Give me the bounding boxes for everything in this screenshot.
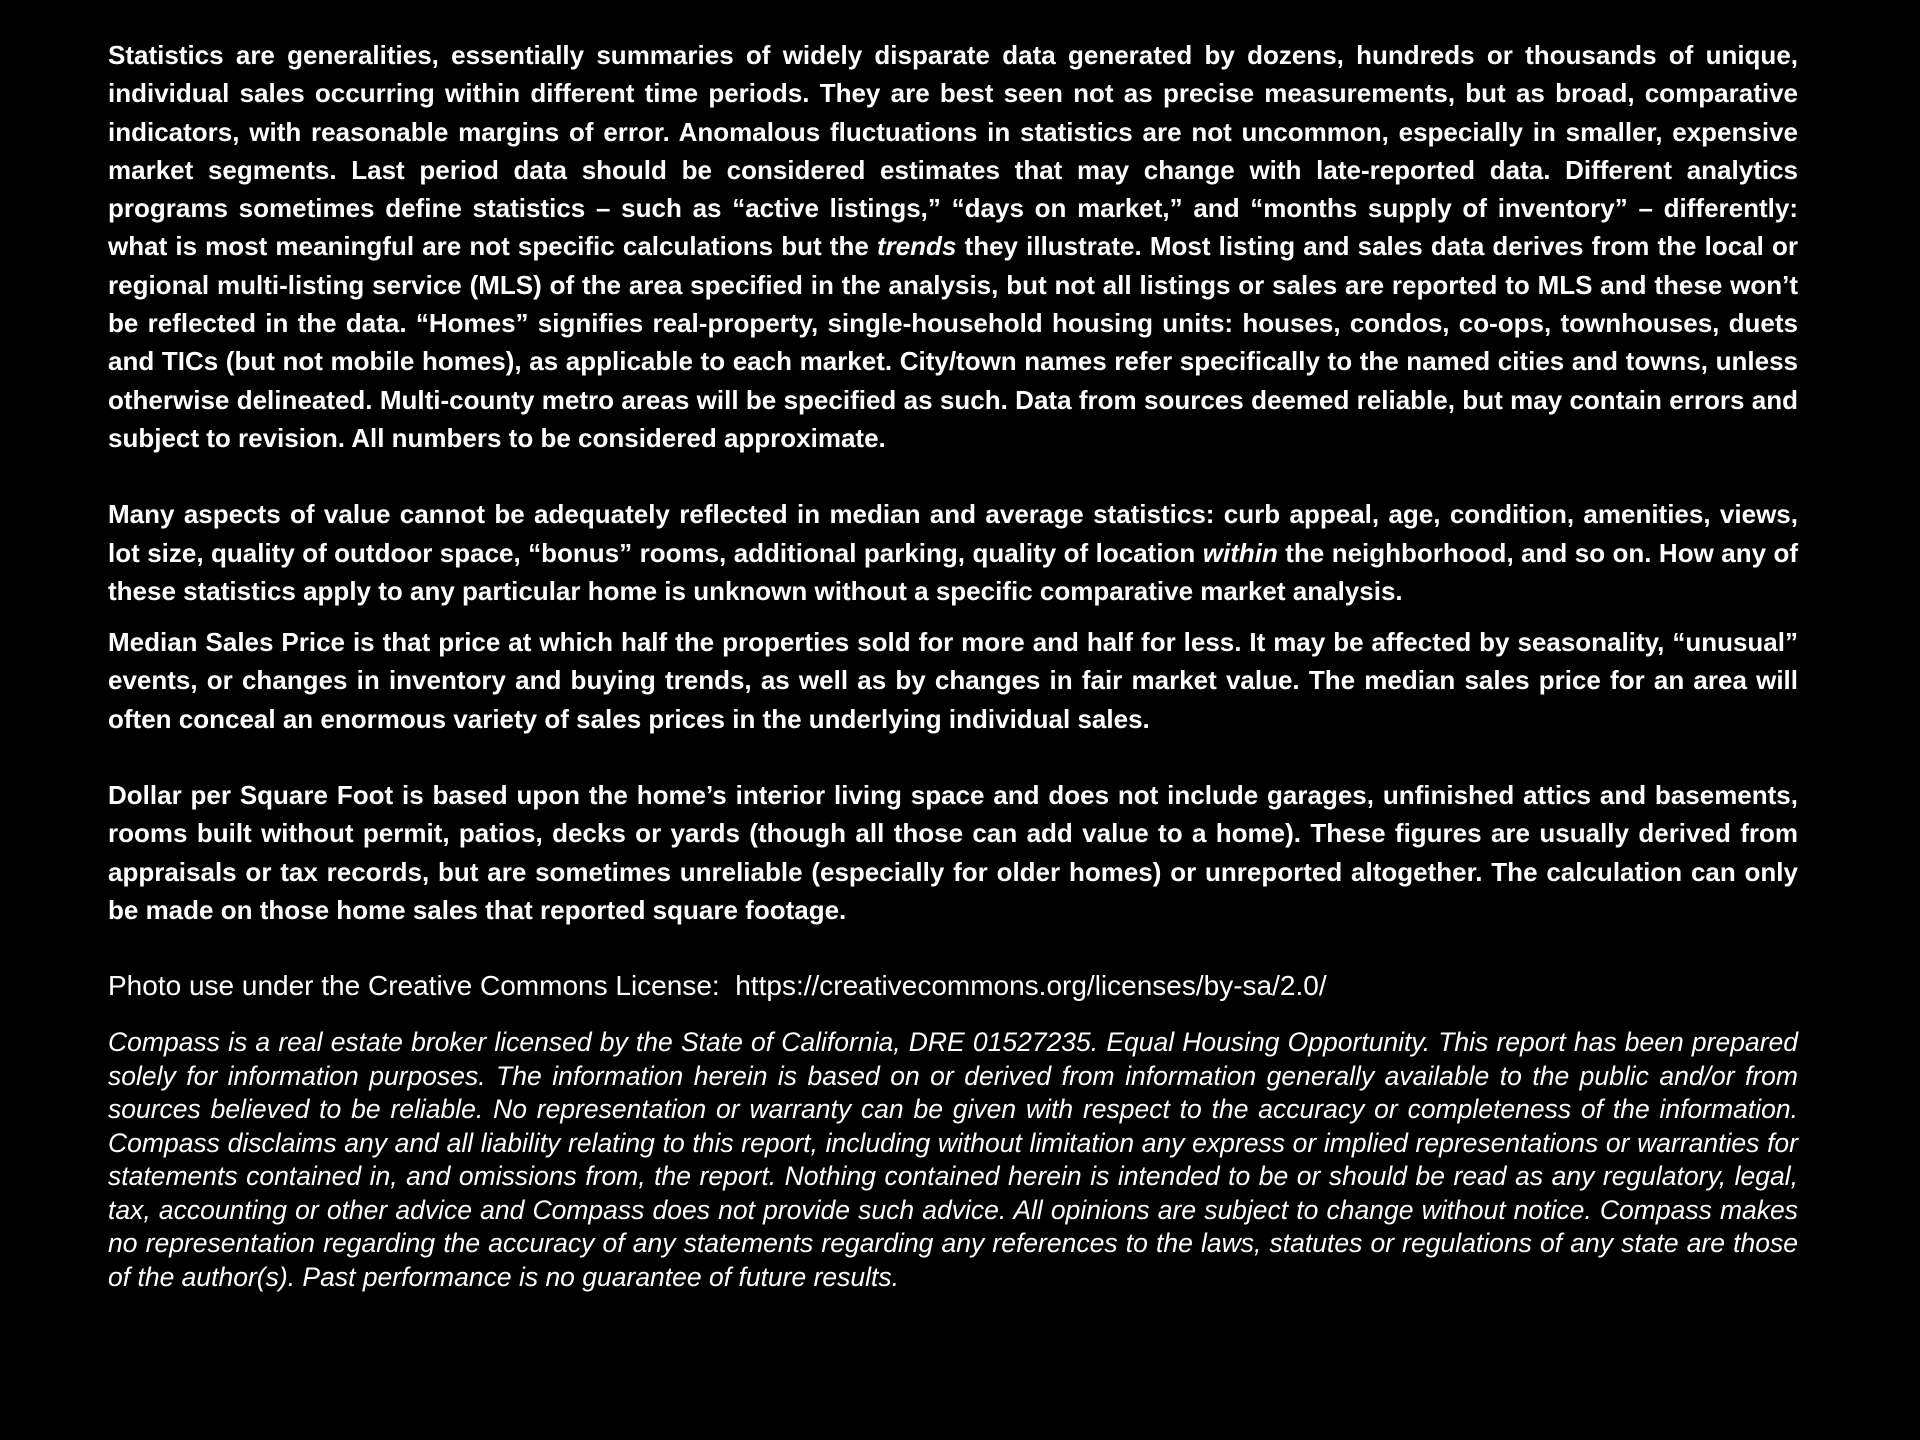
median-sales-price-paragraph: Median Sales Price is that price at which half the properties sold for more and half for less. It may be affected by seasonality, “unusual” events, or changes in inventory and buying trends, as well as by changes in fair market value. The median sales price for an area will often conceal an enormous variety of sales prices in the underlying individual sales. (108, 627, 1798, 734)
statistics-text-start: Statistics are generalities, essentially summaries of widely disparate data generated by dozens, hundreds or thousands of unique, individual sales occurring within different time periods. They are best seen not as precise measurements, but as broad, comparative indicators, with reasonable margins of error. Anomalous fluctuations in statistics are not uncommon, especially in smaller, expensive market segments. Last period data should be considered estimates that may change with late-reported data. Different analytics programs sometimes define statistics – such as “active listings,” “days on market,” and “months supply of inventory” – differently: what is most meaningful are not specific calculations but the (108, 40, 1798, 262)
photo-credit (108, 967, 1798, 1005)
dollar-per-sqft-paragraph: Dollar per Square Foot is based upon the home’s interior living space and does not include garages, unfinished attics and basements, rooms built without permit, patios, decks or yards (though all those can add value to a home). These figures are usually derived from appraisals or tax records, but are sometimes unreliable (especially for older homes) or unreported altogether. The calculation can only be made on those home sales that reported square footage. (108, 780, 1798, 925)
value-aspects-text-end: the neighborhood, and so on. How any of these statistics apply to any particular home is unknown without a specific comparative market analysis. (108, 537, 1799, 606)
statistics-text-end: they illustrate. Most listing and sales data derives from the local or regional multi-listing service (MLS) of the area specified in the analysis, but not all listings or sales are reported to MLS and these won’t be reflected in the data. “Homes” signifies real-property, single-household housing units: houses, condos, co-ops, townhouses, duets and TICs (but not mobile homes), as applicable to each market. City/town names refer specifically to the named cities and towns, unless otherwise delineated. Multi-county metro areas will be specified as such. Data from sources deemed reliable, but may contain errors and subject to revision. All numbers to be considered approximate. (108, 231, 1799, 453)
document-page (108, 36, 1798, 1294)
statistics-paragraph (108, 36, 1798, 457)
value-aspects-text-start: Many aspects of value cannot be adequately reflected in median and average statistics: curb appeal, age, condition, amenities, views, lot size, quality of outdoor space, “bonus” rooms, additional parking, quality of location (108, 499, 1798, 568)
photo-credit-label: Photo use under the Creative Commons License: (108, 970, 720, 1002)
trends-emphasis: trends (876, 231, 957, 262)
photo-credit-url: https://creativecommons.org/licenses/by-sa/2.0/ (735, 970, 1327, 1002)
within-emphasis: within (1202, 537, 1278, 568)
legal-disclaimer: Compass is a real estate broker licensed by the State of California, DRE 01527235. Equal Housing Opportunity. This report has been prepared solely for information purposes. The information herein is based on or derived from information generally available to the public and/or from sources believed to be reliable. No representation or warranty can be given with respect to the accuracy or completeness of the information. Compass disclaims any and all liability relating to this report, including without limitation any express or implied representations or warranties for statements contained in, and omissions from, the report. Nothing contained herein is intended to be or should be read as any regulatory, legal, tax, accounting or other advice and Compass does not provide such advice. All opinions are subject to change without notice. Compass makes no representation regarding the accuracy of any statements regarding any references to the laws, statutes or regulations of any state are those of the author(s). Past performance is no guarantee of future results. (108, 1027, 1798, 1292)
value-aspects-paragraph (108, 495, 1798, 610)
